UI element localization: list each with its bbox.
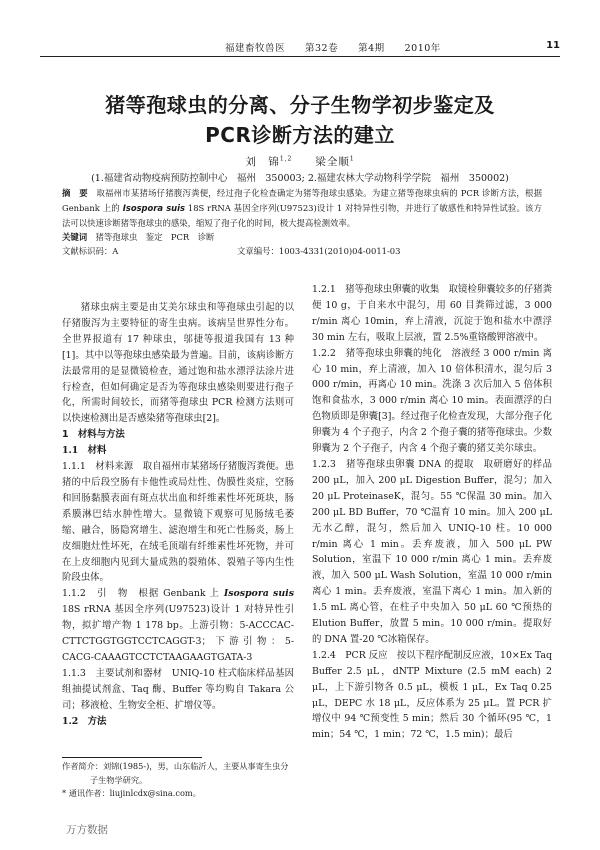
author-2: 梁全顺 (315, 156, 350, 168)
paragraph-1-2-3: 1.2.3 猪等孢球虫卵囊 DNA 的提取 取研磨好的样品 200 μL，加入 200 μL Digestion Buffer，混匀；加入 20 μL ProteinaseK，混匀。55 ℃保温 30 min。加入 200 μL BD Buffer，70 ℃温育 10 min。加入 200 μL 无水乙醇，混匀，然后加入 UNIQ-10 柱。10 000 r/min 离心 1 min。丢弃废液，加入 500 μL PW Solution，室温下 10 000 r/min 离心 1 min。丢弃废液，加入 500 μL Wash Solution，室温 10 000 r/min 离心 1 min。丢弃废液，室温下离心 1 min。加入新的 1.5 mL 离心管，在柱子中央加入 50 μL 60 ℃预热的 Elution Buffer，放置 5 min。10 000 r/min。提取好的 DNA 置-20 ℃冰箱保存。 (312, 458, 552, 645)
section-heading-1: 1 材料与方法 (62, 429, 125, 441)
keywords: 猪等孢球虫 鉴定 PCR 诊断 (95, 232, 215, 243)
paragraph-1-2-1: 1.2.1 猪等孢球虫卵囊的收集 取镜检卵囊较多的仔猪粪便 10 g，于自来水中混匀，用 60 目粪筛过滤，3 000 r/min 离心 10min，弃上清液，沉淀于饱和盐水中漂浮 30 min 左右，吸取上层液，置 2.5%重铬酸钾溶液中。 (312, 284, 552, 343)
abstract-text-a: 取福州市某猪场仔猪腹泻粪便，经过孢子化检查确定为猪等孢球虫感染。为建立猪等孢球虫病的 PCR 诊断方法，根据 Genbank 上的 (62, 188, 543, 213)
paragraph-1-2-4: 1.2.4 PCR 反应 按以下程序配制反应液，10×Ex Taq Buffer 2.5 μL，dNTP Mixture (2.5 mM each) 2 μL，上下游引物各 0.5 μL，模板 1 μL，Ex Taq 0.25 μL，DEPC 水 18 μL，反应体系为 25 μL。置 PCR 扩增仪中 94 ℃预变性 5 min；然后 30 个循环(95 ℃，1 min；54 ℃，1 min；72 ℃，1.5 min)；最后 (312, 649, 553, 741)
section-heading-1-1: 1.1 材料 (62, 445, 107, 457)
abstract-text-b: 18S rRNA 基因全序列(U97523)设计 1 对特异性引物，并进行了敏感性和特异性试验。该方法可以快速诊断猪等孢球虫的感染，缩短了孢子化的时间，极大提高检测效率。 (62, 202, 542, 228)
abstract (62, 186, 542, 245)
section-heading-1-2: 1.2 方法 (62, 715, 107, 727)
author-info-line-2: 子生物学研究。 (89, 774, 148, 785)
left-column (62, 300, 294, 729)
classification (62, 245, 542, 257)
author-1: 刘 锦 (245, 156, 280, 168)
p112-text-b: 18S rRNA 基因全序列(U97523)设计 1 对特异性引物，拟扩增产物 1 178 bp。上游引物：5-ACCCAC-CTTCTGGTGGTCCTCAGGT-3；下游引物：5- CACG-CAAAGTCCTCTAAGAAGTGATA-3 (62, 604, 294, 663)
affiliation: (1.福建省动物疫病预防控制中心 福州 350003; 2.福建农林大学动物科学学院 福州 350002) (91, 173, 509, 184)
paragraph-1-1-1: 1.1.1 材料来源 取自福州市某猪场仔猪腹泻粪便。患猪的中后段空肠有卡他性或局灶性、伪膜性炎症，空肠和回肠黏膜表面有斑点状出血和纤维素性坏死斑块，肠系膜淋巴结水肿性增大。显微镜下观察可见肠绒毛萎缩、融合，肠隐窝增生、滤泡增生和死亡性肠炎，肠上皮细胞灶性坏死，在绒毛顶端有纤维素性坏死物，并可在上皮细胞内见到大量成熟的裂殖体、裂殖子等内生性阶段虫体。 (62, 461, 294, 584)
paragraph-1-1-2 (62, 586, 294, 666)
p112-species: Isospora suis (223, 588, 294, 600)
article-number: 文章编号：1003-4331(2010)04-0011-03 (237, 246, 401, 256)
watermark: 万方数据 (66, 824, 108, 836)
author-1-sup: 1,2 (279, 155, 293, 163)
paragraph-1-2-2: 1.2.2 猪等孢球虫卵囊的纯化 溶液经 3 000 r/min 离心 10 min，弃上清液，加入 10 倍体积清水，混匀后 3 000 r/min，再离心 10 min。洗涤 3 次后加入 5 倍体积饱和食盐水，3 000 r/min 离心 10 min。表面漂浮的白色物质即是卵囊[3]。经过孢子化检查发现，大部分孢子化卵囊为 4 个子孢子，内含 2 个孢子囊的猪等孢球虫。少数卵囊为 2 个子孢子，内含 4 个孢子囊的猪艾美尔球虫。 (312, 347, 552, 455)
corresponding-email: * 通讯作者：liujinlcdx@sina.com。 (62, 788, 201, 798)
author-info-line-1: 作者简介：刘锦(1985-)，男，山东临沂人，主要从事寄生虫分 (62, 761, 289, 771)
intro-paragraph: 猪球虫病主要是由艾美尔球虫和等孢球虫引起的以仔猪腹泻为主要特征的寄生虫病。该病呈世界性分布。全世界报道有 17 种球虫，邬捷等报道我国有 13 种[1]。其中以等孢球虫感染最为普遍。目前，该病诊断方法最常用的是显微镜检查，通过饱和盐水漂浮法涂片进行检查，但如何确定是否为等孢球虫感染则要进行孢子化，所需时间较长，而猪等孢球虫 PCR 检测方法则可以快速检测出是否感染猪等孢球虫[2]。 (62, 302, 294, 425)
footnote (62, 760, 298, 801)
abstract-label: 摘 要 (62, 188, 88, 198)
author-2-sup: 1 (349, 155, 355, 163)
author-line (0, 154, 600, 169)
p112-text-a: 1.1.2 引 物 根据 Genbank 上 (62, 588, 224, 600)
title-line-2: PCR诊断方法的建立 (205, 123, 395, 147)
journal-info: 福建畜牧兽医 第32卷 第4期 2010年 (225, 43, 441, 54)
document-code: 文献标识码：A (62, 246, 119, 256)
footnote-rule (62, 757, 202, 758)
abstract-species: Isospora suis (122, 202, 186, 213)
keywords-label: 关键词 (62, 232, 88, 243)
right-column (312, 282, 552, 743)
page-number: 11 (546, 40, 560, 51)
title-line-1: 猪等孢球虫的分离、分子生物学初步鉴定及 (105, 93, 495, 117)
header-rule (40, 56, 560, 57)
paragraph-1-1-3: 1.1.3 主要试剂和器材 UNIQ-10 柱式临床样品基因组抽提试剂盒、Taq 酶、Buffer 等均购自 Takara 公司；移液枪、生物安全柜、扩增仪等。 (62, 667, 294, 711)
